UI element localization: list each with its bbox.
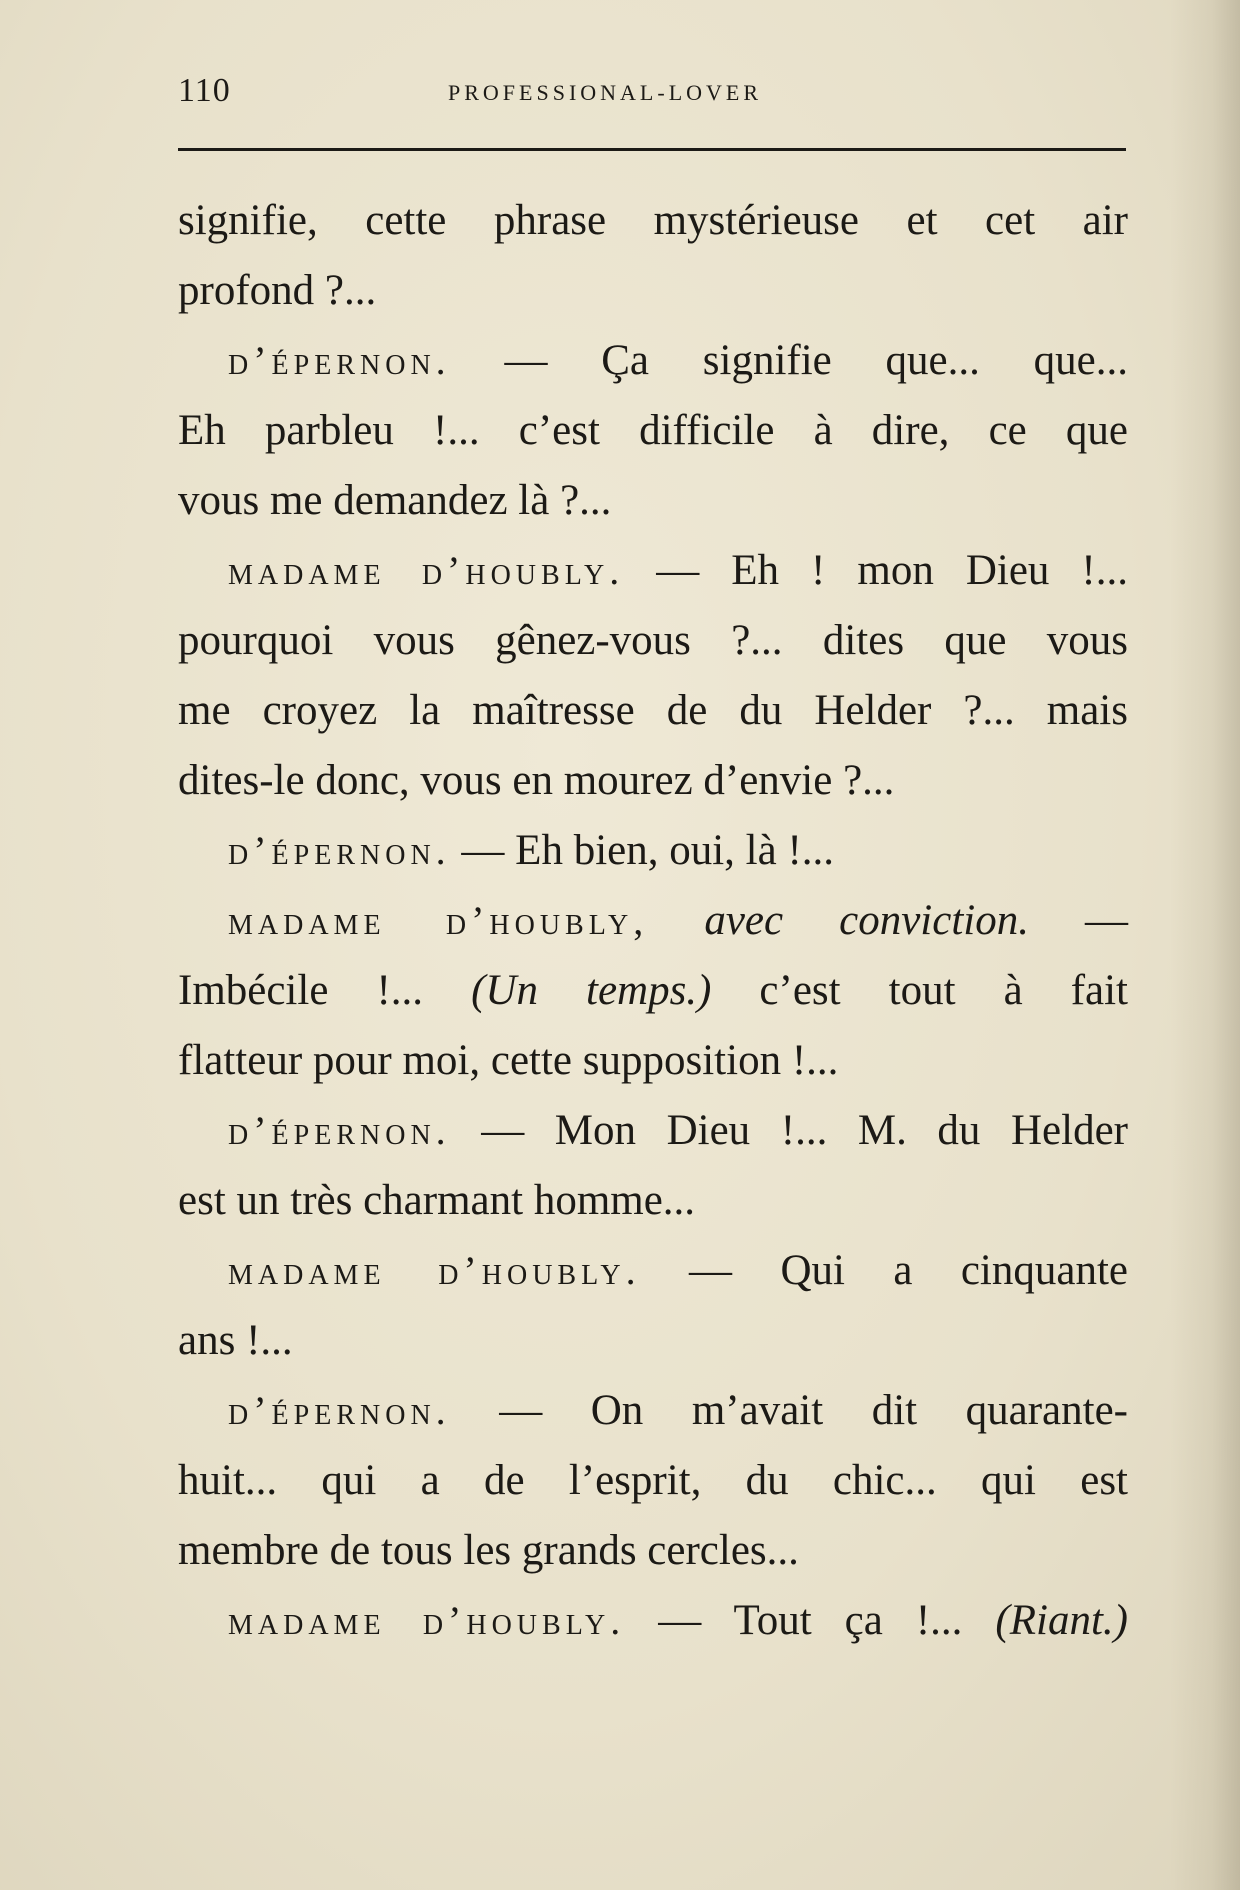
- line-text: flatteur pour moi, cette supposition !...: [178, 1037, 839, 1084]
- text-line: [178, 886, 1128, 956]
- line-text: profond ?...: [178, 267, 377, 314]
- text-line: [178, 186, 1128, 256]
- page-edge-shadow: [1170, 0, 1240, 1890]
- line-text: vous me demandez là ?...: [178, 477, 612, 524]
- line-text: — Eh bien, oui, là !...: [450, 827, 835, 874]
- page-header: [178, 72, 1126, 122]
- line-text: dites-le donc, vous en mourez d’envie ?...: [178, 757, 895, 804]
- text-line: [178, 1236, 1128, 1306]
- stage-direction: (Un temps.): [471, 967, 712, 1014]
- text-line: [178, 1446, 1128, 1516]
- speaker-name: madame d’houbly.: [228, 548, 625, 593]
- line-text: c’est tout à fait: [711, 967, 1128, 1014]
- speaker-name: madame d’houbly.: [228, 1248, 641, 1293]
- text-line: [178, 396, 1128, 466]
- text-line: [178, 466, 1128, 536]
- text-line: [178, 956, 1128, 1026]
- line-text: — Eh ! mon Dieu !...: [624, 547, 1129, 594]
- text-line: [178, 326, 1128, 396]
- stage-direction: avec conviction.: [704, 897, 1029, 944]
- text-line: [178, 1026, 1128, 1096]
- header-rule: [178, 148, 1126, 151]
- line-text: me croyez la maîtresse de du Helder ?... mais: [178, 687, 1128, 734]
- line-text: — On m’avait dit quarante-: [450, 1387, 1128, 1434]
- line-text: Imbécile !...: [178, 967, 472, 1014]
- text-line: [178, 1586, 1128, 1656]
- line-text: —: [1028, 897, 1129, 944]
- text-line: [178, 676, 1128, 746]
- speaker-name: madame d’houbly.: [228, 1598, 626, 1643]
- line-text: signifie, cette phrase mystérieuse et cet air: [178, 197, 1128, 244]
- speaker-name: d’épernon.: [228, 828, 451, 873]
- line-text: huit... qui a de l’esprit, du chic... qui est: [178, 1457, 1128, 1504]
- text-line: [178, 1516, 1128, 1586]
- text-line: [178, 536, 1128, 606]
- text-line: [178, 1096, 1128, 1166]
- line-text: Eh parbleu !... c’est difficile à dire, ce que: [178, 407, 1128, 454]
- speaker-name: d’épernon.: [228, 1108, 451, 1153]
- text-line: [178, 256, 1128, 326]
- text-line: [178, 816, 1128, 886]
- line-text: — Mon Dieu !... M. du Helder: [450, 1107, 1128, 1154]
- text-line: [178, 606, 1128, 676]
- text-line: [178, 746, 1128, 816]
- stage-direction: (Riant.): [995, 1597, 1128, 1644]
- running-head: PROFESSIONAL-LOVER: [448, 80, 763, 105]
- body-text: [178, 186, 1128, 1656]
- speaker-name: d’épernon.: [228, 1388, 451, 1433]
- line-text: — Ça signifie que... que...: [450, 337, 1128, 384]
- line-text: — Qui a cinquante: [640, 1247, 1128, 1294]
- speaker-name: madame d’houbly,: [228, 898, 649, 943]
- line-text: ans !...: [178, 1317, 293, 1364]
- line-text: pourquoi vous gênez-vous ?... dites que vous: [178, 617, 1128, 664]
- line-text: est un très charmant homme...: [178, 1177, 696, 1224]
- speaker-name: d’épernon.: [228, 338, 451, 383]
- text-line: [178, 1376, 1128, 1446]
- text-line: [178, 1306, 1128, 1376]
- line-text: membre de tous les grands cercles...: [178, 1527, 799, 1574]
- text-line: [178, 1166, 1128, 1236]
- line-text: — Tout ça !...: [625, 1597, 996, 1644]
- page-number: 110: [178, 72, 231, 109]
- line-text: [648, 897, 704, 944]
